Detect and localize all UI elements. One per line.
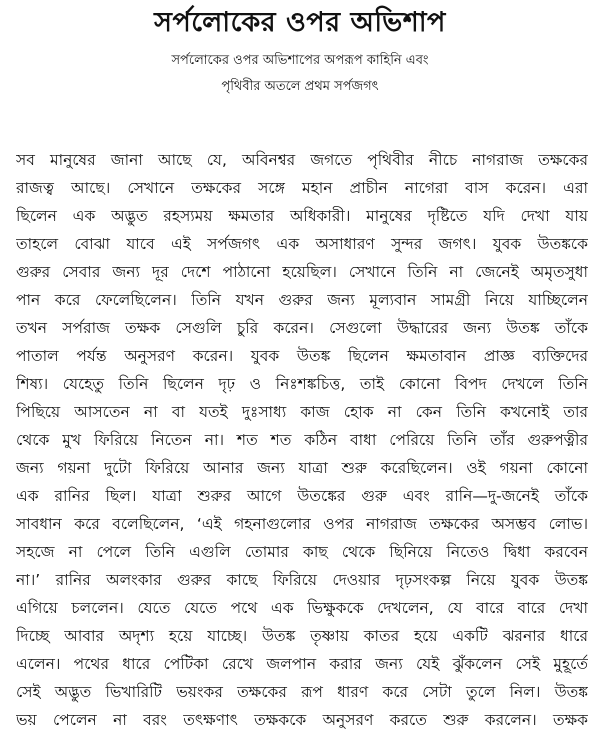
body-text [16, 146, 588, 734]
body-line: এক রানির ছিল। যাত্রা শুরুর আগে উতঙ্কের গুরু এবং রানি—দু-জনেই তাঁকে [16, 487, 588, 505]
body-line: দিচ্ছে আবার অদৃশ্য হয়ে যাচ্ছে। উতঙ্ক তৃষ্ণায় কাতর হয়ে একটি ঝরনার ধারে [16, 627, 588, 645]
body-line: রাজত্ব আছে। সেখানে তক্ষকের সঙ্গে মহান প্রাচীন নাগেরা বাস করেন। এরা [16, 179, 588, 197]
body-line: সহজে না পেলে তিনি এগুলি তোমার কাছ থেকে ছিনিয়ে নিতেও দ্বিধা করবেন [16, 543, 588, 561]
body-line: ছিলেন এক অদ্ভুত রহস্যময় ক্ষমতার অধিকারী। মানুষের দৃষ্টিতে যদি দেখা যায় [16, 207, 588, 225]
body-line: জন্য গয়না দুটো ফিরিয়ে আনার জন্য যাত্রা শুরু করেছিলেন। ওই গয়না কোনো [16, 459, 588, 477]
body-line: সব মানুষের জানা আছে যে, অবিনশ্বর জগতে পৃথিবীর নীচে নাগরাজ তক্ষকের [16, 151, 588, 169]
body-line: পান করে ফেলেছিলেন। তিনি যখন গুরুর জন্য মূল্যবান সামগ্রী নিয়ে যাচ্ছিলেন [16, 291, 588, 309]
body-line: সাবধান করে বলেছিলেন, ‘এই গহনাগুলোর ওপর নাগরাজ তক্ষকের অসম্ভব লোভ। [16, 515, 588, 533]
body-line: সেই অদ্ভুত ভিখারিটি ভয়ংকর তক্ষকের রূপ ধারণ করে সেটা তুলে নিল। উতঙ্ক [16, 683, 588, 701]
page-title: সর্পলোকের ওপর অভিশাপ [154, 7, 446, 38]
subtitle-line-2: পৃথিবীর অতলে প্রথম সর্পজগৎ [221, 79, 379, 94]
body-line: ভয় পেলেন না বরং তৎক্ষণাৎ তক্ষককে অনুসরণ করতে শুরু করলেন। তক্ষক [16, 711, 588, 729]
body-line: পিছিয়ে আসতেন না বা যতই দুঃসাধ্য কাজ হোক না কেন তিনি কখনোই তার [16, 403, 588, 421]
body-line: তখন সর্পরাজ তক্ষক সেগুলি চুরি করেন। সেগুলো উদ্ধারের জন্য উতঙ্ক তাঁকে [16, 319, 588, 337]
body-line: এগিয়ে চললেন। যেতে যেতে পথে এক ভিক্ষুককে দেখলেন, যে বারে বারে দেখা [16, 599, 588, 617]
body-line: না।’ রানির অলংকার গুরুর কাছে ফিরিয়ে দেওয়ার দৃঢ়সংকল্প নিয়ে যুবক উতঙ্ক [16, 571, 588, 589]
subtitle-line-1: সর্পলোকের ওপর অভিশাপের অপরূপ কাহিনি এবং [171, 53, 429, 68]
body-line: এলেন। পথের ধারে পেটিকা রেখে জলপান করার জন্য যেই ঝুঁকলেন সেই মুহূর্তে [16, 655, 588, 673]
body-line: পাতাল পর্যন্ত অনুসরণ করেন। যুবক উতঙ্ক ছিলেন ক্ষমতাবান প্রাজ্ঞ ব্যক্তিদের [16, 347, 588, 365]
body-line: গুরুর সেবার জন্য দূর দেশে পাঠানো হয়েছিল। সেখানে তিনি না জেনেই অমৃতসুধা [16, 263, 588, 281]
body-line: থেকে মুখ ফিরিয়ে নিতেন না। শত শত কঠিন বাধা পেরিয়ে তিনি তাঁর গুরুপত্নীর [16, 431, 588, 449]
body-line: তাহলে বোঝা যাবে এই সর্পজগৎ এক অসাধারণ সুন্দর জগৎ। যুবক উতঙ্ককে [16, 235, 588, 253]
body-line: শিষ্য। যেহেতু তিনি ছিলেন দৃঢ় ও নিঃশঙ্কচিত্ত, তাই কোনো বিপদ দেখলে তিনি [16, 375, 588, 393]
